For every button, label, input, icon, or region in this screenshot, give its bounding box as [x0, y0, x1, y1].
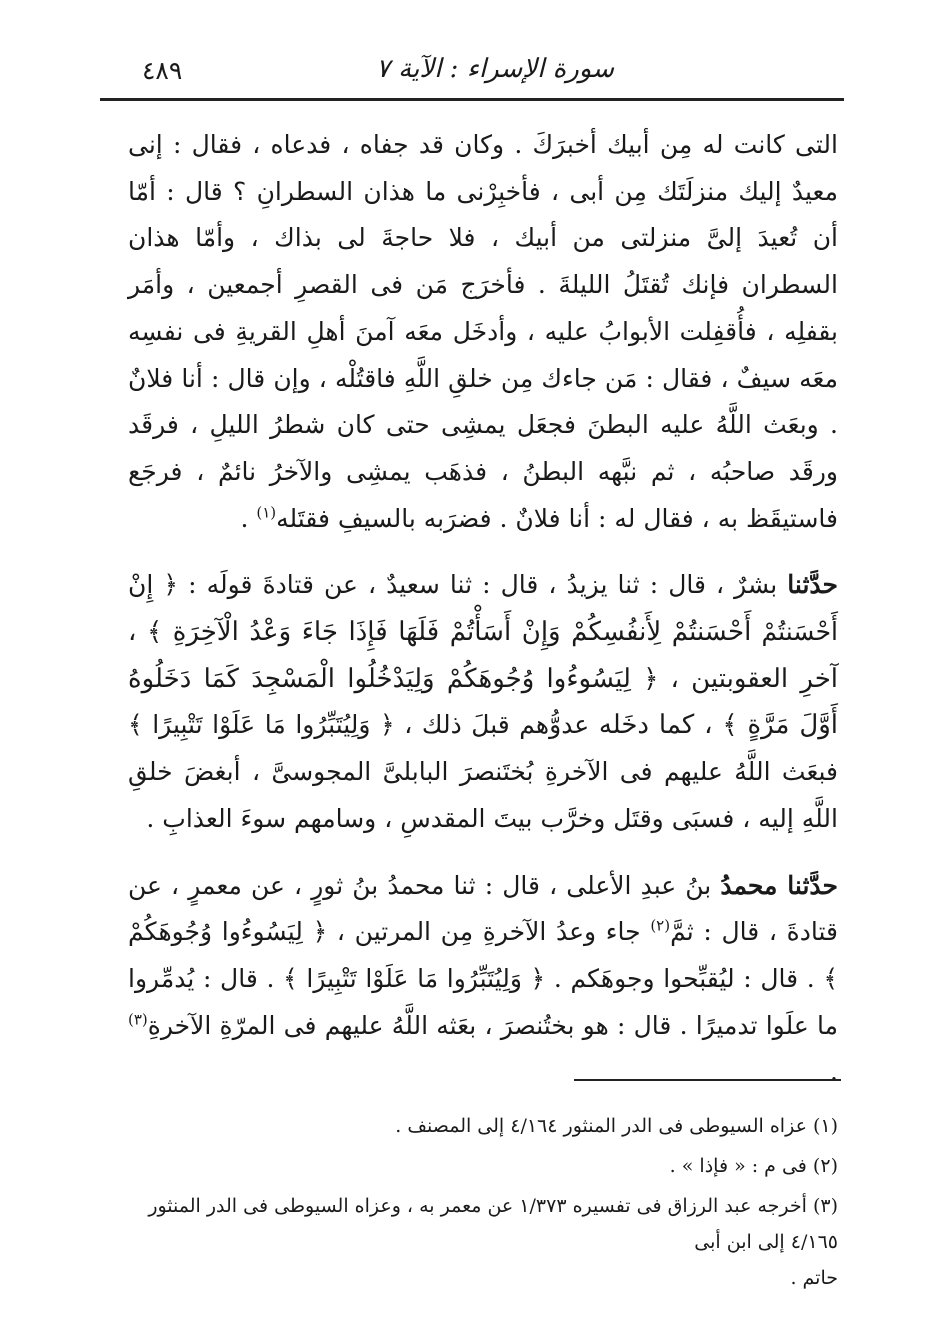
text-line: بُختَنصرَ البابلىَّ المجوسىَّ ، أبغضَ خلقِ اللَّهِ إليه ، فسبَى وقتَل وخرَّب بيتَ المقدسِ ، [128, 757, 838, 833]
text-line: قال : ثمَّ [670, 917, 760, 947]
text-line: وسامهم سوءَ العذابِ . [146, 803, 377, 833]
footnote-1: (١) عزاه السيوطى فى الدر المنثور ٤/١٦٤ إلى المصنف . [395, 1115, 838, 1137]
footnote-line: (٣) أخرجه عبد الرزاق فى تفسيره ١/٣٧٣ عن معمر به ، وعزاه السيوطى فى الدر المنثور ٤/١٦٥ إلى ابن أبى [148, 1195, 838, 1253]
main-text [128, 122, 838, 1116]
text-line: حتى كان شطرُ الليلِ ، فرقَد ورقَد صاحبُه ، ثم نبَّهه البطنُ ، فذهَب يمشِى والآخرُ نائمٌ ، [128, 410, 839, 486]
text-line: مَن جاءك مِن خلقِ اللَّهِ فاقتُلْه ، وإن قال : أنا فلانٌ . وبعَث اللَّهُ عليه البطنَ فجعَل يمشِى [128, 363, 838, 440]
paragraph-lead: حدَّثنا محمدُ [720, 870, 838, 900]
text-line: بقفلِه ، فأُقفِلت الأبوابُ عليه ، وأدخَل معَه آمنَ أهلِ القريةِ فى نفسِه معَه سيفٌ ، فقال : [128, 316, 838, 393]
running-title: سورة الإسراء : الآية ٧ [375, 54, 614, 84]
page-number: ٤٨٩ [142, 56, 183, 85]
header-divider [100, 98, 844, 101]
text-line: بنُ عبدِ الأعلى ، قال : ثنا محمدُ بنُ ثورٍ ، عن معمرٍ ، عن قتادةَ ، [128, 870, 838, 947]
text-end: . [830, 1057, 838, 1087]
page-header [100, 50, 844, 98]
text-line: بختُنصرَ ، بعَثه اللَّهُ عليهم فى المرّةِ الآخرةِ [147, 1010, 575, 1040]
footnote-3 [128, 1188, 838, 1296]
text-line: بشرٌ ، قال : ثنا يزيدُ ، قال : ثنا سعيدٌ ، عن قتادةَ قولَه : ﴿ إِنْ أَحْسَنتُمْ [128, 570, 838, 647]
footnote-divider [574, 1079, 841, 1081]
footnote-ref-3: (٣) [128, 1010, 148, 1029]
paragraph-1 [128, 122, 838, 542]
paragraph-lead: حدَّثنا [787, 570, 838, 600]
text-line: وجوهَكم . ﴿ وَلِيُتَبِّرُوا مَا عَلَوْا تَتْبِيرًا ﴾ . قال : يُدمِّروا ما علَوا تدميرًا . قال : هو [128, 963, 839, 1040]
quran-line: ﴿ لِيَسُوءُوا وُجُوهَكُمْ وَلِيَدْخُلُوا الْمَسْجِدَ كَمَا دَخَلُوهُ أَوَّلَ مَرَّةٍ ﴾ ، كما دخَله [128, 663, 838, 741]
text-line: التى كانت له مِن أبيك أخبرَكَ . وكان قد جفاه ، فدعاه ، فقال : إنى معيدٌ إليك منزلَتَك [128, 130, 839, 206]
text-line: فرجَع فاستيقَظ به ، فقال له : أنا فلانٌ . فضرَبه بالسيفِ فقتَله [128, 456, 838, 533]
paragraph-2 [128, 562, 838, 842]
text-line: عدوُّهم قبلَ ذلك ، ﴿ وَلِيُتَبِّرُوا مَا عَلَوْا تَتْبِيرًا ﴾ فبعَث اللَّهُ عليهم فى الآخرةِ [128, 710, 839, 787]
footnote-2: (٢) فى م : « فإذا » . [669, 1155, 838, 1177]
footnote-line: حاتم . [790, 1267, 838, 1289]
text-line: لى بذاك ، وأمّا هذان السطران فإنك تُقتَلُ الليلةَ . فأخرَج مَن فى القصرِ أجمعين ، وأمَر [128, 223, 838, 300]
footnotes [128, 1108, 838, 1300]
text-line: مِن أبى ، فأخبِرْنى ما هذان السطرانِ ؟ قال : أمّا أن تُعيدَ إلىَّ منزلتى من أبيك ، فلا حاجةَ [128, 176, 838, 253]
quran-line: أَحْسَنتُمْ لِأَنفُسِكُمْ وَإِنْ أَسَأْتُمْ فَلَهَا فَإِذَا جَاءَ وَعْدُ الْآخِرَةِ ﴾ ، آخرِ العقوبتين ، [128, 617, 839, 694]
text-line: جاء وعدُ الآخرةِ مِن المرتين ، ﴿ لِيَسُوءُوا وُجُوهَكُمْ ﴾ . قال : ليُقبِّحوا [128, 917, 839, 993]
text-end: . [240, 503, 257, 533]
paragraph-3 [128, 863, 838, 1097]
footnote-ref-1: (١) [256, 503, 277, 522]
footnote-ref-2: (٢) [650, 916, 671, 935]
